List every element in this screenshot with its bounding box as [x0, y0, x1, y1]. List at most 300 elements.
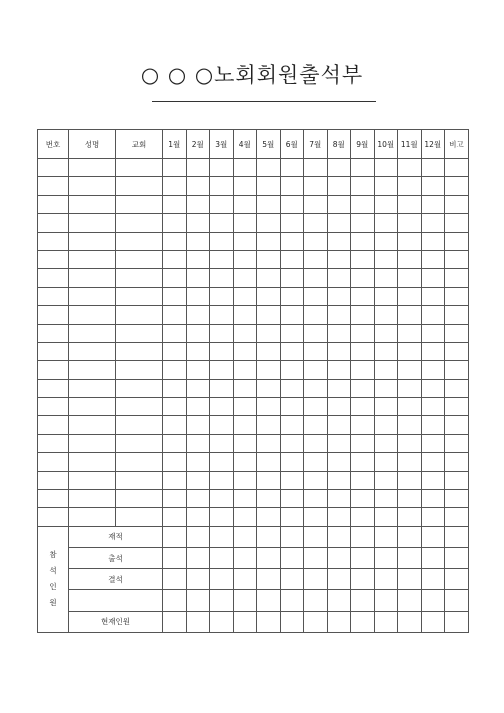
- table-cell: [280, 232, 304, 250]
- col-header-apr: 4월: [233, 130, 257, 159]
- table-cell: [210, 398, 234, 416]
- table-cell: [327, 269, 351, 287]
- table-cell: [116, 287, 163, 305]
- table-cell: [421, 434, 445, 452]
- summary-label-absent: 결석: [69, 569, 163, 590]
- table-cell: [257, 159, 281, 177]
- table-cell: [116, 177, 163, 195]
- table-cell: [398, 508, 422, 526]
- col-header-remarks: 비고: [445, 130, 469, 159]
- summary-row-blank: [38, 590, 469, 611]
- table-cell: [421, 453, 445, 471]
- table-cell: [398, 306, 422, 324]
- table-cell: [280, 177, 304, 195]
- table-cell: [257, 195, 281, 213]
- table-cell: [351, 159, 375, 177]
- table-cell: [351, 379, 375, 397]
- table-cell: [280, 306, 304, 324]
- table-cell: [186, 508, 210, 526]
- table-cell: [257, 398, 281, 416]
- table-cell: [210, 453, 234, 471]
- table-cell: [374, 361, 398, 379]
- table-cell: [257, 250, 281, 268]
- table-cell: [327, 214, 351, 232]
- table-cell: [421, 398, 445, 416]
- table-cell: [186, 306, 210, 324]
- table-row: [38, 398, 469, 416]
- table-cell: [445, 342, 469, 360]
- table-row: [38, 214, 469, 232]
- table-cell: [257, 490, 281, 508]
- table-cell: [374, 214, 398, 232]
- table-cell: [280, 361, 304, 379]
- table-cell: [351, 195, 375, 213]
- col-header-jun: 6월: [280, 130, 304, 159]
- table-cell: [398, 434, 422, 452]
- table-cell: [233, 453, 257, 471]
- table-cell: [233, 361, 257, 379]
- table-cell: [116, 361, 163, 379]
- table-cell: [210, 232, 234, 250]
- col-header-feb: 2월: [186, 130, 210, 159]
- table-cell: [421, 159, 445, 177]
- table-cell: [163, 379, 187, 397]
- table-cell: [233, 398, 257, 416]
- table-cell: [445, 250, 469, 268]
- table-cell: [233, 214, 257, 232]
- col-header-mar: 3월: [210, 130, 234, 159]
- table-cell: [445, 214, 469, 232]
- table-row: [38, 361, 469, 379]
- table-cell: [280, 195, 304, 213]
- table-cell: [233, 306, 257, 324]
- table-cell: [233, 508, 257, 526]
- table-cell: [445, 416, 469, 434]
- table-cell: [351, 250, 375, 268]
- table-cell: [69, 508, 116, 526]
- table-cell: [445, 379, 469, 397]
- summary-row-present: [38, 548, 469, 569]
- table-row: [38, 434, 469, 452]
- table-cell: [210, 159, 234, 177]
- table-cell: [327, 398, 351, 416]
- table-cell: [304, 416, 328, 434]
- table-cell: [421, 269, 445, 287]
- table-cell: [304, 471, 328, 489]
- table-cell: [233, 177, 257, 195]
- col-header-jul: 7월: [304, 130, 328, 159]
- table-cell: [186, 214, 210, 232]
- table-row: [38, 471, 469, 489]
- title-underline: [152, 101, 376, 102]
- table-cell: [69, 195, 116, 213]
- table-cell: [116, 508, 163, 526]
- table-row: [38, 324, 469, 342]
- table-cell: [327, 232, 351, 250]
- table-cell: [304, 398, 328, 416]
- summary-row-absent: [38, 569, 469, 590]
- table-cell: [351, 434, 375, 452]
- table-cell: [398, 195, 422, 213]
- table-cell: [445, 471, 469, 489]
- table-cell: [69, 287, 116, 305]
- table-cell: [163, 361, 187, 379]
- table-cell: [351, 287, 375, 305]
- table-cell: [233, 471, 257, 489]
- table-cell: [186, 453, 210, 471]
- table-cell: [445, 287, 469, 305]
- table-cell: [351, 306, 375, 324]
- table-cell: [38, 398, 69, 416]
- table-cell: [116, 306, 163, 324]
- table-cell: [398, 361, 422, 379]
- table-cell: [327, 379, 351, 397]
- table-cell: [398, 287, 422, 305]
- table-cell: [210, 342, 234, 360]
- table-cell: [38, 453, 69, 471]
- table-cell: [163, 342, 187, 360]
- table-cell: [280, 471, 304, 489]
- table-cell: [210, 306, 234, 324]
- table-cell: [280, 250, 304, 268]
- table-cell: [280, 379, 304, 397]
- table-cell: [374, 471, 398, 489]
- table-cell: [163, 214, 187, 232]
- table-cell: [116, 214, 163, 232]
- table-cell: [38, 324, 69, 342]
- table-cell: [186, 195, 210, 213]
- table-cell: [186, 361, 210, 379]
- table-cell: [210, 490, 234, 508]
- table-cell: [69, 379, 116, 397]
- table-cell: [210, 361, 234, 379]
- table-cell: [186, 471, 210, 489]
- table-cell: [257, 306, 281, 324]
- table-cell: [351, 490, 375, 508]
- col-header-may: 5월: [257, 130, 281, 159]
- table-cell: [280, 342, 304, 360]
- table-cell: [257, 232, 281, 250]
- table-cell: [186, 232, 210, 250]
- table-cell: [351, 214, 375, 232]
- table-cell: [233, 379, 257, 397]
- table-cell: [186, 177, 210, 195]
- table-cell: [398, 471, 422, 489]
- table-cell: [374, 416, 398, 434]
- table-cell: [186, 342, 210, 360]
- table-cell: [374, 177, 398, 195]
- table-cell: [374, 398, 398, 416]
- table-cell: [116, 342, 163, 360]
- table-cell: [69, 232, 116, 250]
- table-cell: [38, 177, 69, 195]
- table-cell: [374, 269, 398, 287]
- table-row: [38, 232, 469, 250]
- col-header-dec: 12월: [421, 130, 445, 159]
- summary-label-current: 현재인원: [69, 611, 163, 632]
- table-cell: [327, 177, 351, 195]
- table-cell: [186, 269, 210, 287]
- table-cell: [327, 416, 351, 434]
- table-cell: [116, 434, 163, 452]
- table-cell: [257, 379, 281, 397]
- table-cell: [351, 232, 375, 250]
- table-cell: [445, 269, 469, 287]
- table-cell: [421, 379, 445, 397]
- table-cell: [421, 508, 445, 526]
- table-cell: [374, 232, 398, 250]
- table-cell: [69, 159, 116, 177]
- table-cell: [233, 342, 257, 360]
- table-cell: [116, 416, 163, 434]
- table-cell: [398, 214, 422, 232]
- table-cell: [163, 398, 187, 416]
- table-cell: [257, 361, 281, 379]
- table-cell: [163, 250, 187, 268]
- table-cell: [445, 434, 469, 452]
- table-cell: [304, 195, 328, 213]
- table-cell: [38, 342, 69, 360]
- table-cell: [116, 195, 163, 213]
- table-cell: [38, 490, 69, 508]
- table-cell: [38, 416, 69, 434]
- table-cell: [327, 508, 351, 526]
- table-cell: [186, 159, 210, 177]
- table-cell: [186, 398, 210, 416]
- table-cell: [304, 379, 328, 397]
- table-cell: [445, 232, 469, 250]
- table-cell: [398, 250, 422, 268]
- table-cell: [327, 471, 351, 489]
- table-cell: [374, 306, 398, 324]
- table-cell: [257, 453, 281, 471]
- table-row: [38, 269, 469, 287]
- table-cell: [69, 434, 116, 452]
- table-cell: [421, 324, 445, 342]
- table-cell: [398, 159, 422, 177]
- table-cell: [69, 471, 116, 489]
- table-cell: [445, 324, 469, 342]
- table-cell: [116, 490, 163, 508]
- table-cell: [210, 177, 234, 195]
- table-cell: [304, 214, 328, 232]
- table-cell: [304, 434, 328, 452]
- table-cell: [186, 490, 210, 508]
- table-cell: [233, 195, 257, 213]
- table-row: [38, 416, 469, 434]
- table-cell: [38, 471, 69, 489]
- table-cell: [304, 269, 328, 287]
- table-cell: [398, 269, 422, 287]
- table-cell: [38, 508, 69, 526]
- table-cell: [186, 416, 210, 434]
- table-cell: [163, 177, 187, 195]
- table-cell: [38, 159, 69, 177]
- table-cell: [351, 342, 375, 360]
- table-cell: [210, 195, 234, 213]
- table-cell: [257, 269, 281, 287]
- table-cell: [233, 159, 257, 177]
- summary-row-enrolled: [38, 526, 469, 547]
- table-cell: [38, 195, 69, 213]
- table-cell: [374, 342, 398, 360]
- table-cell: [186, 379, 210, 397]
- table-cell: [327, 434, 351, 452]
- table-cell: [445, 177, 469, 195]
- table-cell: [445, 361, 469, 379]
- table-cell: [163, 287, 187, 305]
- table-cell: [421, 177, 445, 195]
- table-cell: [186, 324, 210, 342]
- table-cell: [374, 159, 398, 177]
- table-row: [38, 453, 469, 471]
- table-cell: [304, 342, 328, 360]
- col-header-number: 번호: [38, 130, 69, 159]
- table-cell: [304, 287, 328, 305]
- table-cell: [69, 453, 116, 471]
- table-cell: [257, 434, 281, 452]
- table-cell: [257, 287, 281, 305]
- table-row: [38, 159, 469, 177]
- table-cell: [233, 232, 257, 250]
- table-cell: [163, 159, 187, 177]
- table-cell: [233, 416, 257, 434]
- table-cell: [116, 269, 163, 287]
- table-cell: [351, 269, 375, 287]
- side-label-char: 참: [49, 550, 57, 560]
- table-cell: [374, 453, 398, 471]
- table-cell: [398, 453, 422, 471]
- table-cell: [233, 250, 257, 268]
- table-cell: [374, 379, 398, 397]
- table-cell: [280, 416, 304, 434]
- table-cell: [421, 342, 445, 360]
- table-cell: [351, 361, 375, 379]
- table-cell: [445, 508, 469, 526]
- table-cell: [398, 416, 422, 434]
- table-row: [38, 508, 469, 526]
- table-cell: [116, 250, 163, 268]
- table-cell: [304, 324, 328, 342]
- table-cell: [421, 214, 445, 232]
- table-cell: [398, 379, 422, 397]
- table-cell: [210, 508, 234, 526]
- table-cell: [163, 269, 187, 287]
- table-row: [38, 490, 469, 508]
- table-cell: [210, 250, 234, 268]
- table-cell: [421, 250, 445, 268]
- table-cell: [186, 250, 210, 268]
- table-cell: [69, 306, 116, 324]
- col-header-jan: 1월: [163, 130, 187, 159]
- table-cell: [210, 379, 234, 397]
- table-cell: [116, 379, 163, 397]
- table-cell: [421, 232, 445, 250]
- table-cell: [398, 398, 422, 416]
- table-cell: [163, 434, 187, 452]
- table-cell: [421, 195, 445, 213]
- table-cell: [304, 306, 328, 324]
- table-cell: [163, 324, 187, 342]
- table-cell: [327, 287, 351, 305]
- table-cell: [210, 416, 234, 434]
- table-row: [38, 250, 469, 268]
- table-cell: [351, 177, 375, 195]
- table-cell: [304, 361, 328, 379]
- table-cell: [257, 342, 281, 360]
- table-cell: [351, 508, 375, 526]
- table-cell: [421, 306, 445, 324]
- table-cell: [69, 177, 116, 195]
- table-cell: [374, 508, 398, 526]
- table-cell: [38, 361, 69, 379]
- table-cell: [351, 471, 375, 489]
- attendance-side-label: [38, 526, 69, 632]
- table-cell: [210, 434, 234, 452]
- table-cell: [233, 490, 257, 508]
- table-row: [38, 342, 469, 360]
- col-header-church: 교회: [116, 130, 163, 159]
- table-cell: [69, 361, 116, 379]
- table-cell: [233, 324, 257, 342]
- table-cell: [69, 398, 116, 416]
- table-cell: [38, 269, 69, 287]
- table-cell: [304, 159, 328, 177]
- table-cell: [280, 508, 304, 526]
- table-cell: [280, 159, 304, 177]
- table-cell: [327, 324, 351, 342]
- table-cell: [351, 324, 375, 342]
- table-cell: [257, 471, 281, 489]
- table-cell: [210, 269, 234, 287]
- table-cell: [38, 214, 69, 232]
- table-cell: [280, 324, 304, 342]
- table-cell: [38, 250, 69, 268]
- table-cell: [445, 398, 469, 416]
- header-row: [38, 130, 469, 159]
- table-row: [38, 379, 469, 397]
- table-cell: [116, 471, 163, 489]
- summary-row-current: [38, 611, 469, 632]
- table-row: [38, 177, 469, 195]
- table-cell: [233, 434, 257, 452]
- table-cell: [116, 324, 163, 342]
- table-cell: [210, 324, 234, 342]
- table-cell: [398, 324, 422, 342]
- attendance-table: [37, 129, 469, 633]
- table-cell: [304, 177, 328, 195]
- table-cell: [327, 250, 351, 268]
- table-cell: [257, 177, 281, 195]
- col-header-aug: 8월: [327, 130, 351, 159]
- table-cell: [351, 416, 375, 434]
- table-cell: [421, 490, 445, 508]
- table-cell: [69, 490, 116, 508]
- table-cell: [280, 434, 304, 452]
- col-header-oct: 10월: [374, 130, 398, 159]
- table-cell: [210, 287, 234, 305]
- table-row: [38, 306, 469, 324]
- table-cell: [398, 342, 422, 360]
- table-cell: [163, 453, 187, 471]
- table-cell: [38, 306, 69, 324]
- table-cell: [280, 398, 304, 416]
- table-cell: [163, 232, 187, 250]
- table-cell: [116, 453, 163, 471]
- table-cell: [280, 490, 304, 508]
- table-cell: [69, 324, 116, 342]
- table-cell: [116, 159, 163, 177]
